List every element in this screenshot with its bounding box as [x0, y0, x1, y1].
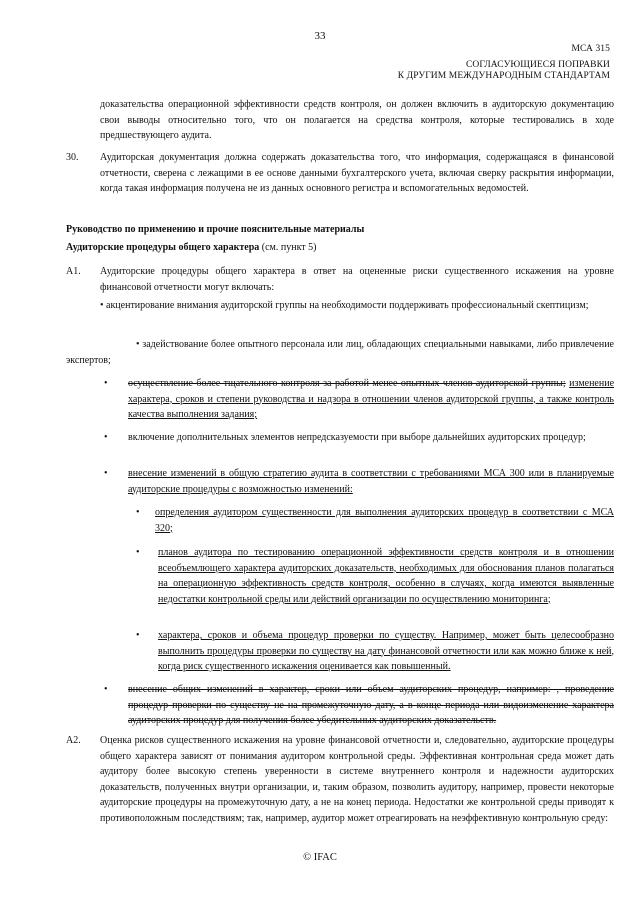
a1-bullet-6: внесение общих изменений в характер, сроки или объем аудиторских процедур, например: , проведение процедур проверки по существу не на промежуточную дату, а в конце периода или видоизменение характера аудиторских процедур для получения более убедительных аудиторских доказательств.	[128, 684, 614, 726]
bullet-marker: •	[104, 432, 108, 443]
a1-sub-bullet-3: характера, сроков и объема процедур проверки по существу. Например, может быть целесообразно выполнить процедуры проверки по существу на дату финансовой отчетности или как можно ближе к ней, когда риск существенного искажения оценивается как повышенный.	[158, 630, 614, 672]
a1-bullet-3	[128, 376, 614, 423]
bullet-marker: •	[136, 630, 140, 641]
subheading-ref: (см. пункт 5)	[261, 242, 317, 253]
footer-copyright: © IFAC	[303, 852, 337, 863]
para-30-number: 30.	[66, 152, 79, 163]
a1-bullet-2	[66, 337, 614, 368]
subheading	[66, 240, 606, 256]
bullet-marker: •	[136, 339, 140, 350]
para-a1-number: А1.	[66, 266, 81, 277]
bullet-marker: •	[104, 378, 108, 389]
a1-sub-bullet-1: определения аудитором существенности для выполнения аудиторских процедур в соответствии с МСА 320;	[155, 507, 614, 534]
header-title-line1: СОГЛАСУЮЩИЕСЯ ПОПРАВКИ	[465, 60, 610, 70]
bullet-marker: •	[104, 468, 108, 479]
para-a2-number: А2.	[66, 735, 81, 746]
para-30-text: Аудиторская документация должна содержать доказательства того, что информация, содержащаяся в финансовой отчетности, сверена с лежащими в ее основе данными бухгалтерского учета, включая сверку раскрытия информации, когда такая информация получена не из данных основного регистра и вспомогательных ведомостей.	[100, 152, 614, 194]
subheading-bold: Аудиторские процедуры общего характера	[66, 242, 260, 253]
a1-bullet-1: • акцентирование внимания аудиторской группы на необходимости поддерживать профессиональный скептицизм;	[100, 300, 589, 311]
a1-bullet-2-text: задействование более опытного персонала или лиц, обладающих специальными навыками, либо привлечение экспертов;	[66, 339, 614, 366]
para-a1-intro: Аудиторские процедуры общего характера в ответ на оцененные риски существенного искажения на уровне финансовой отчетности могут включать:	[100, 266, 614, 293]
header-title-line2: К ДРУГИМ МЕЖДУНАРОДНЫМ СТАНДАРТАМ	[397, 71, 610, 81]
a1-bullet-4: включение дополнительных элементов непредсказуемости при выборе дальнейших аудиторских процедур;	[128, 432, 586, 443]
para-a2-text: Оценка рисков существенного искажения на уровне финансовой отчетности и, следовательно, аудиторские процедуры общего характера зависят от понимания аудитором контрольной среды. Эффективная контрольная среда может дать аудитору более высокую степень уверенности в системе внутреннего контроля и надежности аудиторских доказательств, полученных внутри организации, и, таким образом, позволить аудитору, например, провести некоторые аудиторские процедуры на промежуточную дату, а не на конец периода. Недостатки же контрольной среды приводят к противоположным последствиям; так, например, аудитор может отреагировать на неэффективную контрольную среду:	[100, 735, 614, 824]
doc-code: МСА 315	[571, 44, 610, 54]
continuation-paragraph: доказательства операционной эффективности средств контроля, он должен включить в аудиторскую документацию свои выводы относительно того, что он полагается на средства контроля, которые тестировались в ходе предшествующего аудита.	[100, 99, 614, 141]
section-heading: Руководство по применению и прочие пояснительные материалы	[66, 224, 365, 235]
a1-bullet-3-deleted: осуществление более тщательного контроля за работой менее опытных членов аудиторской группы;	[128, 378, 566, 389]
a1-bullet-3-inserted: изменение характера, сроков и степени руководства и надзора в отношении членов аудиторской группы, а также контроль качества выполнения задания;	[128, 378, 615, 420]
a1-bullet-5: внесение изменений в общую стратегию аудита в соответствии с требованиями МСА 300 или в планируемые аудиторские процедуры с возможностью изменений:	[128, 468, 614, 495]
bullet-marker: •	[104, 684, 108, 695]
bullet-marker: •	[136, 507, 140, 518]
a1-sub-bullet-2: планов аудитора по тестированию операционной эффективности средств контроля и в отношении всеобъемлющего характера аудиторских доказательств, необходимых для обоснования планов полагаться на операционную эффективность средств контроля, особенно в случаях, когда имеются выявленные недостатки контрольной среды или действий организации по осуществлению мониторинга;	[158, 547, 614, 605]
bullet-marker: •	[136, 547, 140, 558]
page-number: 33	[314, 30, 326, 42]
